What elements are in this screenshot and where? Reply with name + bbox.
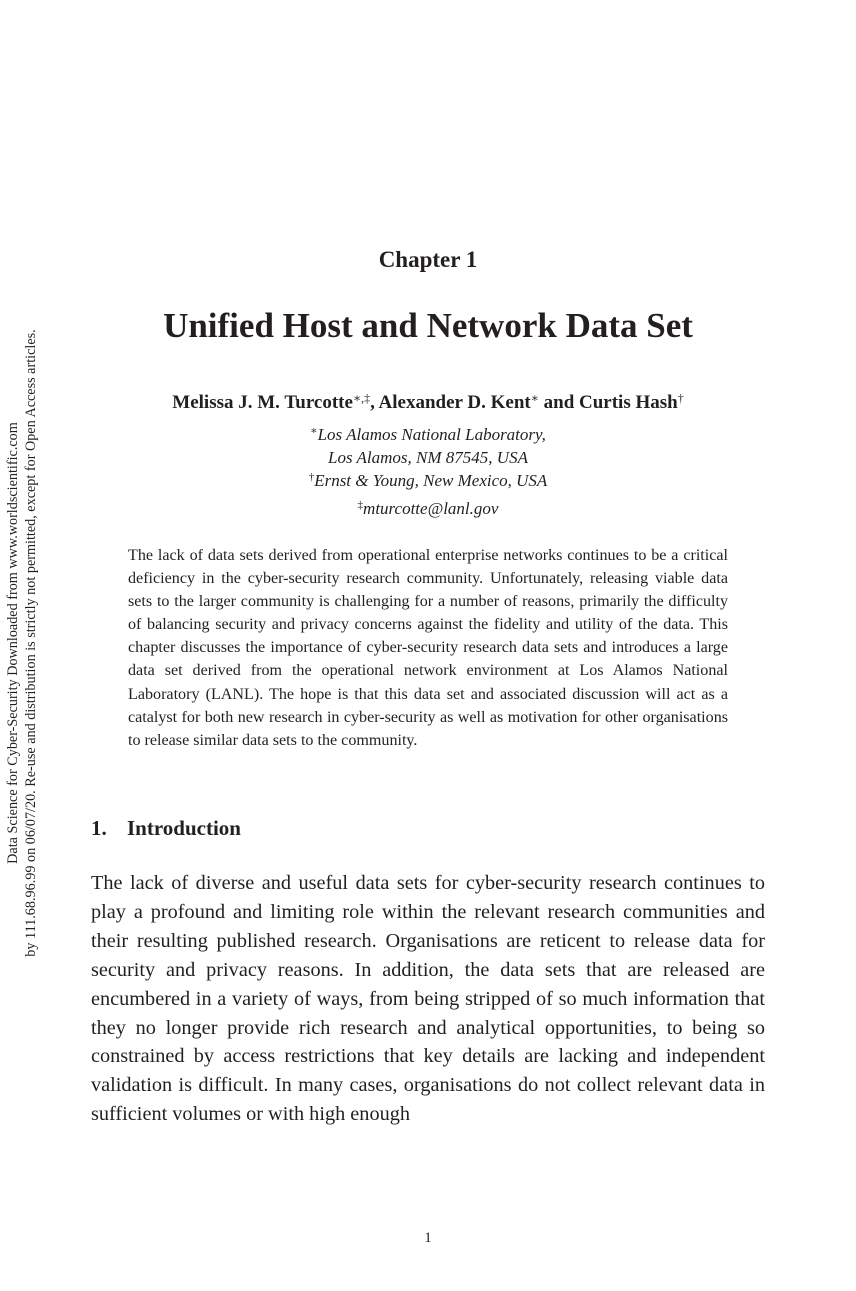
- author-affiliation-mark: ∗: [530, 391, 539, 405]
- corresponding-email: ‡mturcotte@lanl.gov: [357, 499, 499, 518]
- affiliation-lanl-line-1: ∗Los Alamos National Laboratory,: [310, 425, 546, 444]
- body-paragraph: The lack of diverse and useful data sets for cyber-security research continues to play a profound and limiting role within the relevant research communities and their resulting published research. Organisations are reticent to release data for security and privacy reasons. In addition, the data sets that are released are encumbered in a variety of ways, from being stripped of so much information that they no longer provide rich research and analytical opportunities, to being so constrained by access restrictions that key details are lacking and independent validation is difficult. In many cases, organisations do not collect relevant data in sufficient volumes or with high enough: [91, 872, 765, 1126]
- section-title: Introduction: [127, 816, 241, 840]
- affiliation-mark: ‡: [357, 499, 364, 511]
- author-affiliation-mark: †: [677, 391, 684, 405]
- download-notice-line-1: Data Science for Cyber-Security Downloaded from www.worldscientific.com: [5, 422, 21, 864]
- affiliation-ernst-young: †Ernst & Young, New Mexico, USA: [308, 471, 548, 490]
- chapter-title: Unified Host and Network Data Set: [163, 306, 693, 345]
- download-notice: [4, 263, 40, 1023]
- download-notice-line-2: by 111.68.96.99 on 06/07/20. Re-use and distribution is strictly not permitted, except for Open Access articles.: [23, 329, 39, 957]
- affiliation-mark: ∗: [310, 425, 318, 437]
- section-heading: [91, 814, 241, 842]
- chapter-label: Chapter 1: [378, 247, 478, 272]
- author-list: [0, 390, 856, 416]
- page-number: 1: [424, 1230, 432, 1246]
- section-number: 1.: [91, 816, 107, 840]
- affiliation-mark: †: [308, 471, 315, 483]
- abstract: The lack of data sets derived from operational enterprise networks continues to be a critical deficiency in the cyber-security research community. Unfortunately, releasing viable data sets to the larger community is challenging for a number of reasons, primarily the difficulty of balancing security and privacy concerns against the fidelity and utility of the data. This chapter discusses the importance of cyber-security research data sets and introduces a large data set derived from the operational network environment at Los Alamos National Laboratory (LANL). The hope is that this data set and associated discussion will act as a catalyst for both new research in cyber-security as well as motivation for other organisations to release similar data sets to the community.: [128, 547, 728, 749]
- author-affiliation-mark: ∗,‡: [352, 391, 371, 405]
- affiliation-lanl-line-2: Los Alamos, NM 87545, USA: [328, 448, 528, 467]
- author-name: Melissa J. M. Turcotte: [172, 392, 353, 413]
- author-name: and Curtis Hash: [538, 392, 678, 413]
- author-name: , Alexander D. Kent: [370, 392, 531, 413]
